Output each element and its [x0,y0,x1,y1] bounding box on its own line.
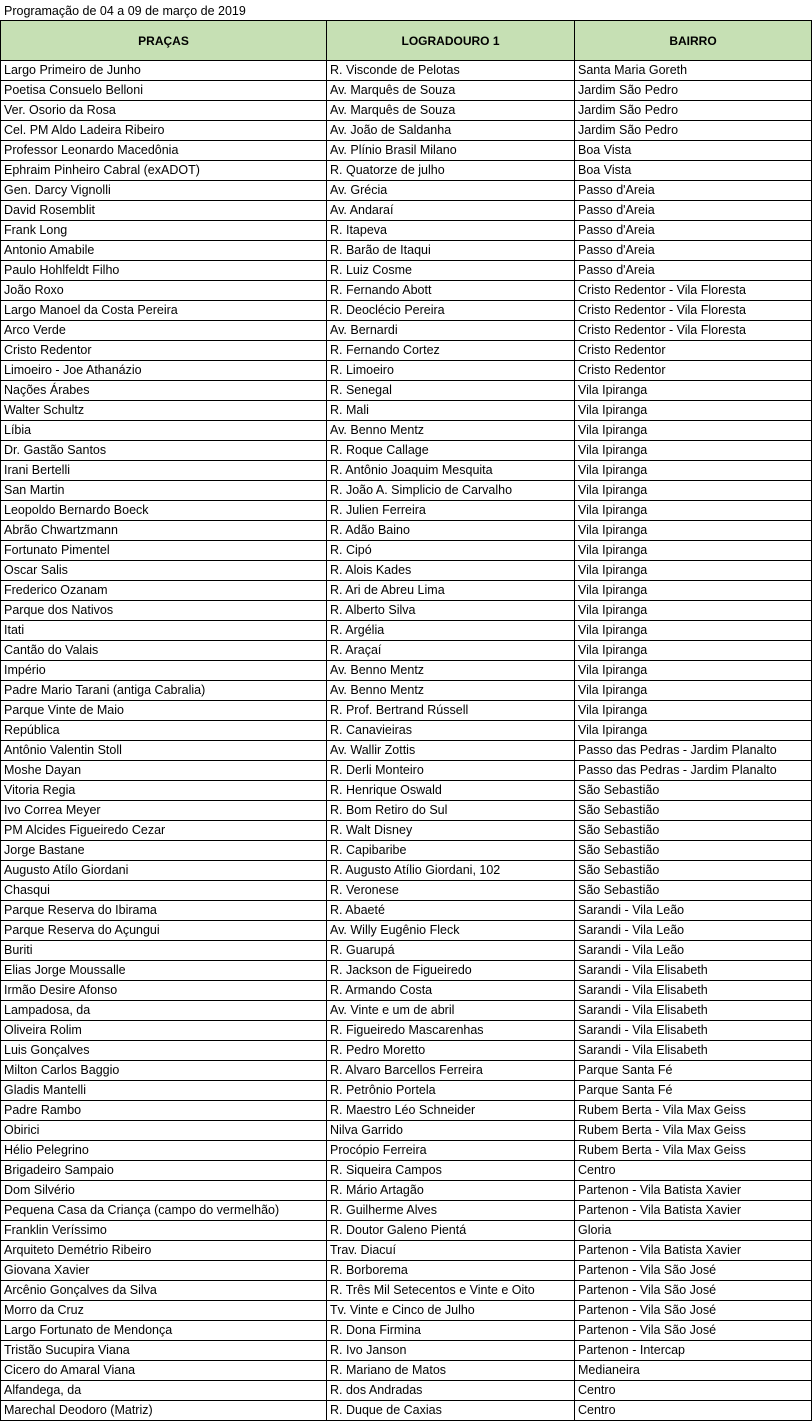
table-row [1,161,812,181]
logradouro-cell: R. Argélia [327,621,575,641]
praca-cell: Abrão Chwartzmann [1,521,327,541]
table-row [1,441,812,461]
table-row [1,921,812,941]
logradouro-cell: R. Mariano de Matos [327,1361,575,1381]
praca-cell: Oliveira Rolim [1,1021,327,1041]
table-row [1,381,812,401]
table-row [1,881,812,901]
praca-cell: Ver. Osorio da Rosa [1,101,327,121]
bairro-cell: Partenon - Vila Batista Xavier [575,1181,812,1201]
logradouro-cell: R. Ivo Janson [327,1341,575,1361]
bairro-cell: Sarandi - Vila Leão [575,901,812,921]
header-logradouro: LOGRADOURO 1 [327,21,575,61]
praca-cell: Brigadeiro Sampaio [1,1161,327,1181]
praca-cell: Luis Gonçalves [1,1041,327,1061]
table-row [1,1001,812,1021]
bairro-cell: Rubem Berta - Vila Max Geiss [575,1101,812,1121]
table-row [1,181,812,201]
table-row [1,241,812,261]
table-row [1,361,812,381]
logradouro-cell: Av. Wallir Zottis [327,741,575,761]
table-row [1,1281,812,1301]
bairro-cell: Vila Ipiranga [575,701,812,721]
table-row [1,621,812,641]
bairro-cell: Boa Vista [575,161,812,181]
table-row [1,1381,812,1401]
bairro-cell: Vila Ipiranga [575,481,812,501]
table-row [1,821,812,841]
bairro-cell: Vila Ipiranga [575,521,812,541]
praca-cell: David Rosemblit [1,201,327,221]
table-row [1,1061,812,1081]
bairro-cell: Passo d'Areia [575,181,812,201]
table-row [1,521,812,541]
bairro-cell: Vila Ipiranga [575,681,812,701]
logradouro-cell: R. Mali [327,401,575,421]
praca-cell: Marechal Deodoro (Matriz) [1,1401,327,1421]
table-row [1,401,812,421]
table-row [1,1021,812,1041]
bairro-cell: Passo das Pedras - Jardim Planalto [575,741,812,761]
logradouro-cell: R. Canavieiras [327,721,575,741]
bairro-cell: Vila Ipiranga [575,601,812,621]
praca-cell: Arquiteto Demétrio Ribeiro [1,1241,327,1261]
table-row [1,1201,812,1221]
praca-cell: Giovana Xavier [1,1261,327,1281]
logradouro-cell: Av. Benno Mentz [327,681,575,701]
bairro-cell: Vila Ipiranga [575,541,812,561]
praca-cell: Nações Árabes [1,381,327,401]
praca-cell: Cel. PM Aldo Ladeira Ribeiro [1,121,327,141]
logradouro-cell: R. Antônio Joaquim Mesquita [327,461,575,481]
logradouro-cell: Av. Vinte e um de abril [327,1001,575,1021]
logradouro-cell: R. Duque de Caxias [327,1401,575,1421]
squares-table [0,20,812,1421]
bairro-cell: Gloria [575,1221,812,1241]
table-row [1,1401,812,1421]
bairro-cell: Medianeira [575,1361,812,1381]
logradouro-cell: R. Araçaí [327,641,575,661]
praca-cell: Franklin Veríssimo [1,1221,327,1241]
table-row [1,201,812,221]
praca-cell: Elias Jorge Moussalle [1,961,327,981]
table-row [1,1301,812,1321]
logradouro-cell: Av. Bernardi [327,321,575,341]
bairro-cell: Vila Ipiranga [575,561,812,581]
table-row [1,1161,812,1181]
logradouro-cell: R. Walt Disney [327,821,575,841]
logradouro-cell: R. Pedro Moretto [327,1041,575,1061]
table-row [1,141,812,161]
table-row [1,1341,812,1361]
praca-cell: Alfandega, da [1,1381,327,1401]
table-row [1,761,812,781]
bairro-cell: Sarandi - Vila Elisabeth [575,1001,812,1021]
bairro-cell: Cristo Redentor [575,361,812,381]
praca-cell: San Martin [1,481,327,501]
logradouro-cell: Av. João de Saldanha [327,121,575,141]
bairro-cell: Cristo Redentor - Vila Floresta [575,281,812,301]
praca-cell: República [1,721,327,741]
table-row [1,781,812,801]
schedule-title: Programação de 04 a 09 de março de 2019 [4,4,246,18]
logradouro-cell: R. Ari de Abreu Lima [327,581,575,601]
bairro-cell: Partenon - Vila São José [575,1261,812,1281]
bairro-cell: Vila Ipiranga [575,441,812,461]
praca-cell: Arco Verde [1,321,327,341]
bairro-cell: São Sebastião [575,841,812,861]
bairro-cell: Rubem Berta - Vila Max Geiss [575,1121,812,1141]
praca-cell: Parque Reserva do Ibirama [1,901,327,921]
praca-cell: Irmão Desire Afonso [1,981,327,1001]
logradouro-cell: R. Dona Firmina [327,1321,575,1341]
bairro-cell: Vila Ipiranga [575,421,812,441]
bairro-cell: Centro [575,1161,812,1181]
bairro-cell: Sarandi - Vila Leão [575,921,812,941]
logradouro-cell: R. Bom Retiro do Sul [327,801,575,821]
table-row [1,221,812,241]
bairro-cell: Centro [575,1401,812,1421]
logradouro-cell: R. Borborema [327,1261,575,1281]
table-row [1,561,812,581]
logradouro-cell: R. Visconde de Pelotas [327,61,575,81]
table-row [1,81,812,101]
bairro-cell: Parque Santa Fé [575,1081,812,1101]
header-row [1,21,812,61]
praca-cell: Leopoldo Bernardo Boeck [1,501,327,521]
logradouro-cell: R. Doutor Galeno Pientá [327,1221,575,1241]
praca-cell: Moshe Dayan [1,761,327,781]
praca-cell: Walter Schultz [1,401,327,421]
logradouro-cell: R. Julien Ferreira [327,501,575,521]
logradouro-cell: R. Alberto Silva [327,601,575,621]
praca-cell: Parque Reserva do Açungui [1,921,327,941]
bairro-cell: Jardim São Pedro [575,101,812,121]
logradouro-cell: R. Roque Callage [327,441,575,461]
praca-cell: Jorge Bastane [1,841,327,861]
bairro-cell: Rubem Berta - Vila Max Geiss [575,1141,812,1161]
logradouro-cell: R. Siqueira Campos [327,1161,575,1181]
praca-cell: Largo Primeiro de Junho [1,61,327,81]
praca-cell: Padre Mario Tarani (antiga Cabralia) [1,681,327,701]
table-row [1,861,812,881]
praca-cell: Ephraim Pinheiro Cabral (exADOT) [1,161,327,181]
bairro-cell: Vila Ipiranga [575,661,812,681]
bairro-cell: Partenon - Intercap [575,1341,812,1361]
praca-cell: Antônio Valentin Stoll [1,741,327,761]
logradouro-cell: Av. Andaraí [327,201,575,221]
praca-cell: Professor Leonardo Macedônia [1,141,327,161]
praca-cell: Obirici [1,1121,327,1141]
praca-cell: Hélio Pelegrino [1,1141,327,1161]
logradouro-cell: R. Luiz Cosme [327,261,575,281]
bairro-cell: Vila Ipiranga [575,621,812,641]
logradouro-cell: R. Quatorze de julho [327,161,575,181]
table-row [1,1041,812,1061]
logradouro-cell: R. Itapeva [327,221,575,241]
praca-cell: Parque dos Nativos [1,601,327,621]
logradouro-cell: R. Alvaro Barcellos Ferreira [327,1061,575,1081]
logradouro-cell: R. João A. Simplicio de Carvalho [327,481,575,501]
logradouro-cell: R. Petrônio Portela [327,1081,575,1101]
logradouro-cell: R. Senegal [327,381,575,401]
bairro-cell: Santa Maria Goreth [575,61,812,81]
praca-cell: PM Alcides Figueiredo Cezar [1,821,327,841]
logradouro-cell: R. Capibaribe [327,841,575,861]
logradouro-cell: Av. Plínio Brasil Milano [327,141,575,161]
logradouro-cell: R. Guilherme Alves [327,1201,575,1221]
logradouro-cell: Av. Marquês de Souza [327,81,575,101]
praca-cell: João Roxo [1,281,327,301]
bairro-cell: Vila Ipiranga [575,641,812,661]
table-row [1,1241,812,1261]
table-row [1,681,812,701]
praca-cell: Irani Bertelli [1,461,327,481]
table-row [1,341,812,361]
bairro-cell: Partenon - Vila São José [575,1321,812,1341]
praca-cell: Buriti [1,941,327,961]
bairro-cell: São Sebastião [575,881,812,901]
logradouro-cell: R. Armando Costa [327,981,575,1001]
table-row [1,481,812,501]
bairro-cell: Passo das Pedras - Jardim Planalto [575,761,812,781]
table-row [1,101,812,121]
bairro-cell: Partenon - Vila Batista Xavier [575,1201,812,1221]
bairro-cell: Cristo Redentor - Vila Floresta [575,301,812,321]
logradouro-cell: Nilva Garrido [327,1121,575,1141]
logradouro-cell: R. Prof. Bertrand Rússell [327,701,575,721]
logradouro-cell: R. Barão de Itaqui [327,241,575,261]
bairro-cell: Vila Ipiranga [575,581,812,601]
logradouro-cell: R. Abaeté [327,901,575,921]
table-row [1,581,812,601]
logradouro-cell: Trav. Diacuí [327,1241,575,1261]
praca-cell: Cicero do Amaral Viana [1,1361,327,1381]
bairro-cell: Vila Ipiranga [575,461,812,481]
table-row [1,421,812,441]
praca-cell: Ivo Correa Meyer [1,801,327,821]
table-row [1,941,812,961]
logradouro-cell: R. Mário Artagão [327,1181,575,1201]
table-row [1,501,812,521]
logradouro-cell: Tv. Vinte e Cinco de Julho [327,1301,575,1321]
bairro-cell: São Sebastião [575,861,812,881]
bairro-cell: Cristo Redentor [575,341,812,361]
header-bairro: BAIRRO [575,21,812,61]
table-row [1,641,812,661]
bairro-cell: Sarandi - Vila Elisabeth [575,981,812,1001]
table-row [1,301,812,321]
logradouro-cell: R. Limoeiro [327,361,575,381]
praca-cell: Oscar Salis [1,561,327,581]
praca-cell: Fortunato Pimentel [1,541,327,561]
table-row [1,1181,812,1201]
logradouro-cell: R. Derli Monteiro [327,761,575,781]
logradouro-cell: Av. Benno Mentz [327,661,575,681]
praca-cell: Parque Vinte de Maio [1,701,327,721]
table-row [1,261,812,281]
bairro-cell: Vila Ipiranga [575,501,812,521]
logradouro-cell: R. Deoclécio Pereira [327,301,575,321]
logradouro-cell: Av. Marquês de Souza [327,101,575,121]
bairro-cell: São Sebastião [575,821,812,841]
table-row [1,1361,812,1381]
bairro-cell: Passo d'Areia [575,201,812,221]
table-row [1,741,812,761]
table-row [1,1221,812,1241]
table-row [1,961,812,981]
bairro-cell: Cristo Redentor - Vila Floresta [575,321,812,341]
table-row [1,1101,812,1121]
praca-cell: Poetisa Consuelo Belloni [1,81,327,101]
praca-cell: Gen. Darcy Vignolli [1,181,327,201]
logradouro-cell: R. Augusto Atílio Giordani, 102 [327,861,575,881]
bairro-cell: Sarandi - Vila Elisabeth [575,961,812,981]
bairro-cell: Passo d'Areia [575,241,812,261]
praca-cell: Largo Fortunato de Mendonça [1,1321,327,1341]
praca-cell: Padre Rambo [1,1101,327,1121]
praca-cell: Chasqui [1,881,327,901]
bairro-cell: Centro [575,1381,812,1401]
praca-cell: Arcênio Gonçalves da Silva [1,1281,327,1301]
table-row [1,541,812,561]
logradouro-cell: Av. Grécia [327,181,575,201]
praca-cell: Dom Silvério [1,1181,327,1201]
logradouro-cell: Procópio Ferreira [327,1141,575,1161]
table-row [1,1321,812,1341]
table-row [1,701,812,721]
table-row [1,1141,812,1161]
praca-cell: Morro da Cruz [1,1301,327,1321]
bairro-cell: Partenon - Vila Batista Xavier [575,1241,812,1261]
logradouro-cell: R. Três Mil Setecentos e Vinte e Oito [327,1281,575,1301]
bairro-cell: Sarandi - Vila Leão [575,941,812,961]
table-row [1,981,812,1001]
header-pracas: PRAÇAS [1,21,327,61]
table-row [1,461,812,481]
logradouro-cell: R. Fernando Abott [327,281,575,301]
praca-cell: Cristo Redentor [1,341,327,361]
praca-cell: Milton Carlos Baggio [1,1061,327,1081]
bairro-cell: São Sebastião [575,781,812,801]
logradouro-cell: R. Veronese [327,881,575,901]
praca-cell: Líbia [1,421,327,441]
table-row [1,1081,812,1101]
logradouro-cell: R. Jackson de Figueiredo [327,961,575,981]
logradouro-cell: R. Fernando Cortez [327,341,575,361]
praca-cell: Vitoria Regia [1,781,327,801]
bairro-cell: Jardim São Pedro [575,81,812,101]
bairro-cell: São Sebastião [575,801,812,821]
bairro-cell: Vila Ipiranga [575,381,812,401]
logradouro-cell: R. Adão Baino [327,521,575,541]
praca-cell: Augusto Atílo Giordani [1,861,327,881]
praca-cell: Paulo Hohlfeldt Filho [1,261,327,281]
bairro-cell: Vila Ipiranga [575,401,812,421]
praca-cell: Itati [1,621,327,641]
bairro-cell: Jardim São Pedro [575,121,812,141]
table-row [1,721,812,741]
bairro-cell: Sarandi - Vila Elisabeth [575,1041,812,1061]
table-row [1,321,812,341]
logradouro-cell: R. Maestro Léo Schneider [327,1101,575,1121]
bairro-cell: Partenon - Vila São José [575,1301,812,1321]
table-row [1,61,812,81]
praca-cell: Limoeiro - Joe Athanázio [1,361,327,381]
bairro-cell: Sarandi - Vila Elisabeth [575,1021,812,1041]
praca-cell: Frank Long [1,221,327,241]
bairro-cell: Parque Santa Fé [575,1061,812,1081]
table-row [1,1261,812,1281]
praca-cell: Gladis Mantelli [1,1081,327,1101]
table-row [1,281,812,301]
logradouro-cell: Av. Willy Eugênio Fleck [327,921,575,941]
bairro-cell: Boa Vista [575,141,812,161]
logradouro-cell: R. Guarupá [327,941,575,961]
praca-cell: Tristão Sucupira Viana [1,1341,327,1361]
praca-cell: Dr. Gastão Santos [1,441,327,461]
table-row [1,661,812,681]
logradouro-cell: R. Cipó [327,541,575,561]
bairro-cell: Vila Ipiranga [575,721,812,741]
table-row [1,121,812,141]
logradouro-cell: R. dos Andradas [327,1381,575,1401]
logradouro-cell: Av. Benno Mentz [327,421,575,441]
praca-cell: Largo Manoel da Costa Pereira [1,301,327,321]
praca-cell: Antonio Amabile [1,241,327,261]
bairro-cell: Partenon - Vila São José [575,1281,812,1301]
table-row [1,841,812,861]
bairro-cell: Passo d'Areia [575,221,812,241]
table-row [1,901,812,921]
logradouro-cell: R. Henrique Oswald [327,781,575,801]
praca-cell: Cantão do Valais [1,641,327,661]
table-row [1,801,812,821]
praca-cell: Império [1,661,327,681]
bairro-cell: Passo d'Areia [575,261,812,281]
logradouro-cell: R. Alois Kades [327,561,575,581]
praca-cell: Lampadosa, da [1,1001,327,1021]
table-row [1,1121,812,1141]
praca-cell: Frederico Ozanam [1,581,327,601]
praca-cell: Pequena Casa da Criança (campo do vermelhão) [1,1201,327,1221]
logradouro-cell: R. Figueiredo Mascarenhas [327,1021,575,1041]
table-row [1,601,812,621]
